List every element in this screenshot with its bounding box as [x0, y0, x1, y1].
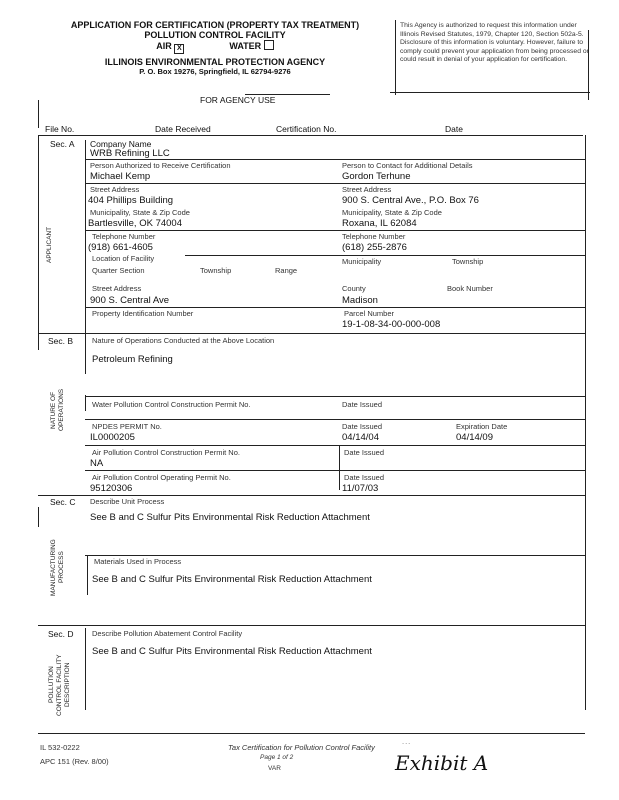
company-name-value: WRB Refining LLC [90, 148, 170, 159]
facility-township-label: Township [452, 257, 484, 266]
media-selection [70, 40, 360, 54]
air-operating-date-value: 11/07/03 [342, 483, 379, 494]
for-agency-use: FOR AGENCY USE [200, 95, 276, 105]
npdes-date-label: Date Issued [342, 422, 383, 431]
location-label: Location of Facility [92, 254, 155, 263]
authorized-person-label: Person Authorized to Receive Certification [90, 161, 231, 170]
footer-code: VAR [268, 765, 281, 772]
date-received-label: Date Received [155, 124, 211, 134]
date-label: Date [445, 124, 463, 134]
title-line-2: POLLUTION CONTROL FACILITY [144, 30, 286, 40]
water-permit-label: Water Pollution Control Construction Permit No. [92, 400, 251, 409]
sec-c-side-label: MANUFACTURING PROCESS [50, 539, 65, 596]
form-id: IL 532-0222 [40, 743, 80, 752]
county-label: County [342, 284, 366, 293]
facility-municipality-label: Municipality [342, 257, 382, 266]
npdes-permit-label: NPDES PERMIT No. [92, 422, 162, 431]
contact-municipality-value: Roxana, IL 62084 [342, 218, 417, 229]
air-construction-permit-label: Air Pollution Control Construction Permit No. [92, 448, 240, 457]
certification-no-label: Certification No. [276, 124, 337, 134]
form-number: APC 151 (Rev. 8/00) [40, 757, 109, 766]
facility-street-value: 900 S. Central Ave [90, 295, 170, 306]
county-value: Madison [342, 295, 378, 306]
township-label: Township [200, 266, 232, 275]
describe-process-value: See B and C Sulfur Pits Environmental Risk Reduction Attachment [90, 512, 370, 523]
contact-phone-label: Telephone Number [342, 232, 406, 241]
contact-municipality-label: Municipality, State & Zip Code [342, 208, 442, 217]
sec-a-side-label: APPLICANT [46, 226, 53, 264]
contact-person-value: Gordon Terhune [342, 171, 411, 182]
air-checkbox[interactable]: X [174, 44, 184, 54]
parcel-number-value: 19-1-08-34-00-000-008 [342, 319, 441, 330]
sec-d-side-label: POLLUTION CONTROL FACILITY DESCRIPTION [48, 654, 71, 716]
water-permit-date-label: Date Issued [342, 400, 383, 409]
nature-of-operations-value: Petroleum Refining [92, 354, 173, 365]
air-construction-permit-value: NA [90, 458, 104, 469]
expiration-date-label: Expiration Date [456, 422, 508, 431]
npdes-date-value: 04/14/04 [342, 432, 379, 443]
contact-street-value: 900 S. Central Ave., P.O. Box 76 [342, 195, 479, 206]
company-name-label: Company Name [90, 139, 152, 149]
street-value: 404 Phillips Building [88, 195, 174, 206]
phone-value: (918) 661-4605 [88, 242, 153, 253]
air-operating-date-label: Date Issued [344, 473, 385, 482]
air-label: AIR [156, 41, 172, 51]
file-no-label: File No. [45, 124, 75, 134]
range-label: Range [275, 266, 298, 275]
describe-facility-value: See B and C Sulfur Pits Environmental Risk Reduction Attachment [92, 646, 372, 657]
air-construction-date-label: Date Issued [344, 448, 385, 457]
title-line-1: APPLICATION FOR CERTIFICATION (PROPERTY TAX TREATMENT) [70, 20, 360, 30]
describe-process-label: Describe Unit Process [90, 497, 165, 506]
sec-d-label: Sec. D [48, 629, 74, 639]
quarter-section-label: Quarter Section [92, 266, 145, 275]
street-label: Street Address [90, 185, 140, 194]
sec-a-label: Sec. A [50, 139, 75, 149]
parcel-number-label: Parcel Number [344, 309, 395, 318]
book-number-label: Book Number [447, 284, 493, 293]
expiration-date-value: 04/14/09 [456, 432, 493, 443]
privacy-notice: This Agency is authorized to request this information under Illinois Revised Statutes, 1979, Chapter 120, Section 502a-5. Disclosure of this information is voluntary. However, failure to comply could prevent your application from being processed or could result in denial of your application for certification. [400, 22, 589, 64]
air-operating-permit-label: Air Pollution Control Operating Permit No. [92, 473, 231, 482]
npdes-permit-value: IL0000205 [90, 432, 135, 443]
agency-name: ILLINOIS ENVIRONMENTAL PROTECTION AGENCY [104, 57, 326, 67]
sec-b-side-label: NATURE OF OPERATIONS [50, 388, 65, 432]
authorized-person-value: Michael Kemp [90, 171, 151, 182]
contact-street-label: Street Address [342, 185, 392, 194]
page-number: Page 1 of 2 [260, 754, 294, 761]
water-label: WATER [229, 41, 262, 51]
exhibit-label: Exhibit A [395, 751, 489, 775]
materials-value: See B and C Sulfur Pits Environmental Risk Reduction Attachment [92, 574, 372, 585]
describe-facility-label: Describe Pollution Abatement Control Facility [92, 629, 243, 638]
water-checkbox[interactable] [264, 40, 274, 50]
contact-person-label: Person to Contact for Additional Details [342, 161, 473, 170]
agency-address: P. O. Box 19276, Springfield, IL 62794-9276 [139, 67, 291, 76]
contact-phone-value: (618) 255-2876 [342, 242, 407, 253]
phone-label: Telephone Number [92, 232, 156, 241]
property-id-label: Property Identification Number [92, 309, 194, 318]
municipality-label: Municipality, State & Zip Code [90, 208, 190, 217]
materials-label: Materials Used in Process [94, 557, 182, 566]
sec-b-label: Sec. B [48, 336, 74, 346]
air-operating-permit-value: 95120306 [90, 483, 133, 494]
sec-c-label: Sec. C [50, 497, 76, 507]
municipality-value: Bartlesville, OK 74004 [88, 218, 182, 229]
fax-header: ... [402, 737, 412, 746]
nature-of-operations-label: Nature of Operations Conducted at the Above Location [92, 336, 275, 345]
footer-title: Tax Certification for Pollution Control Facility [228, 743, 375, 752]
facility-street-label: Street Address [92, 284, 142, 293]
